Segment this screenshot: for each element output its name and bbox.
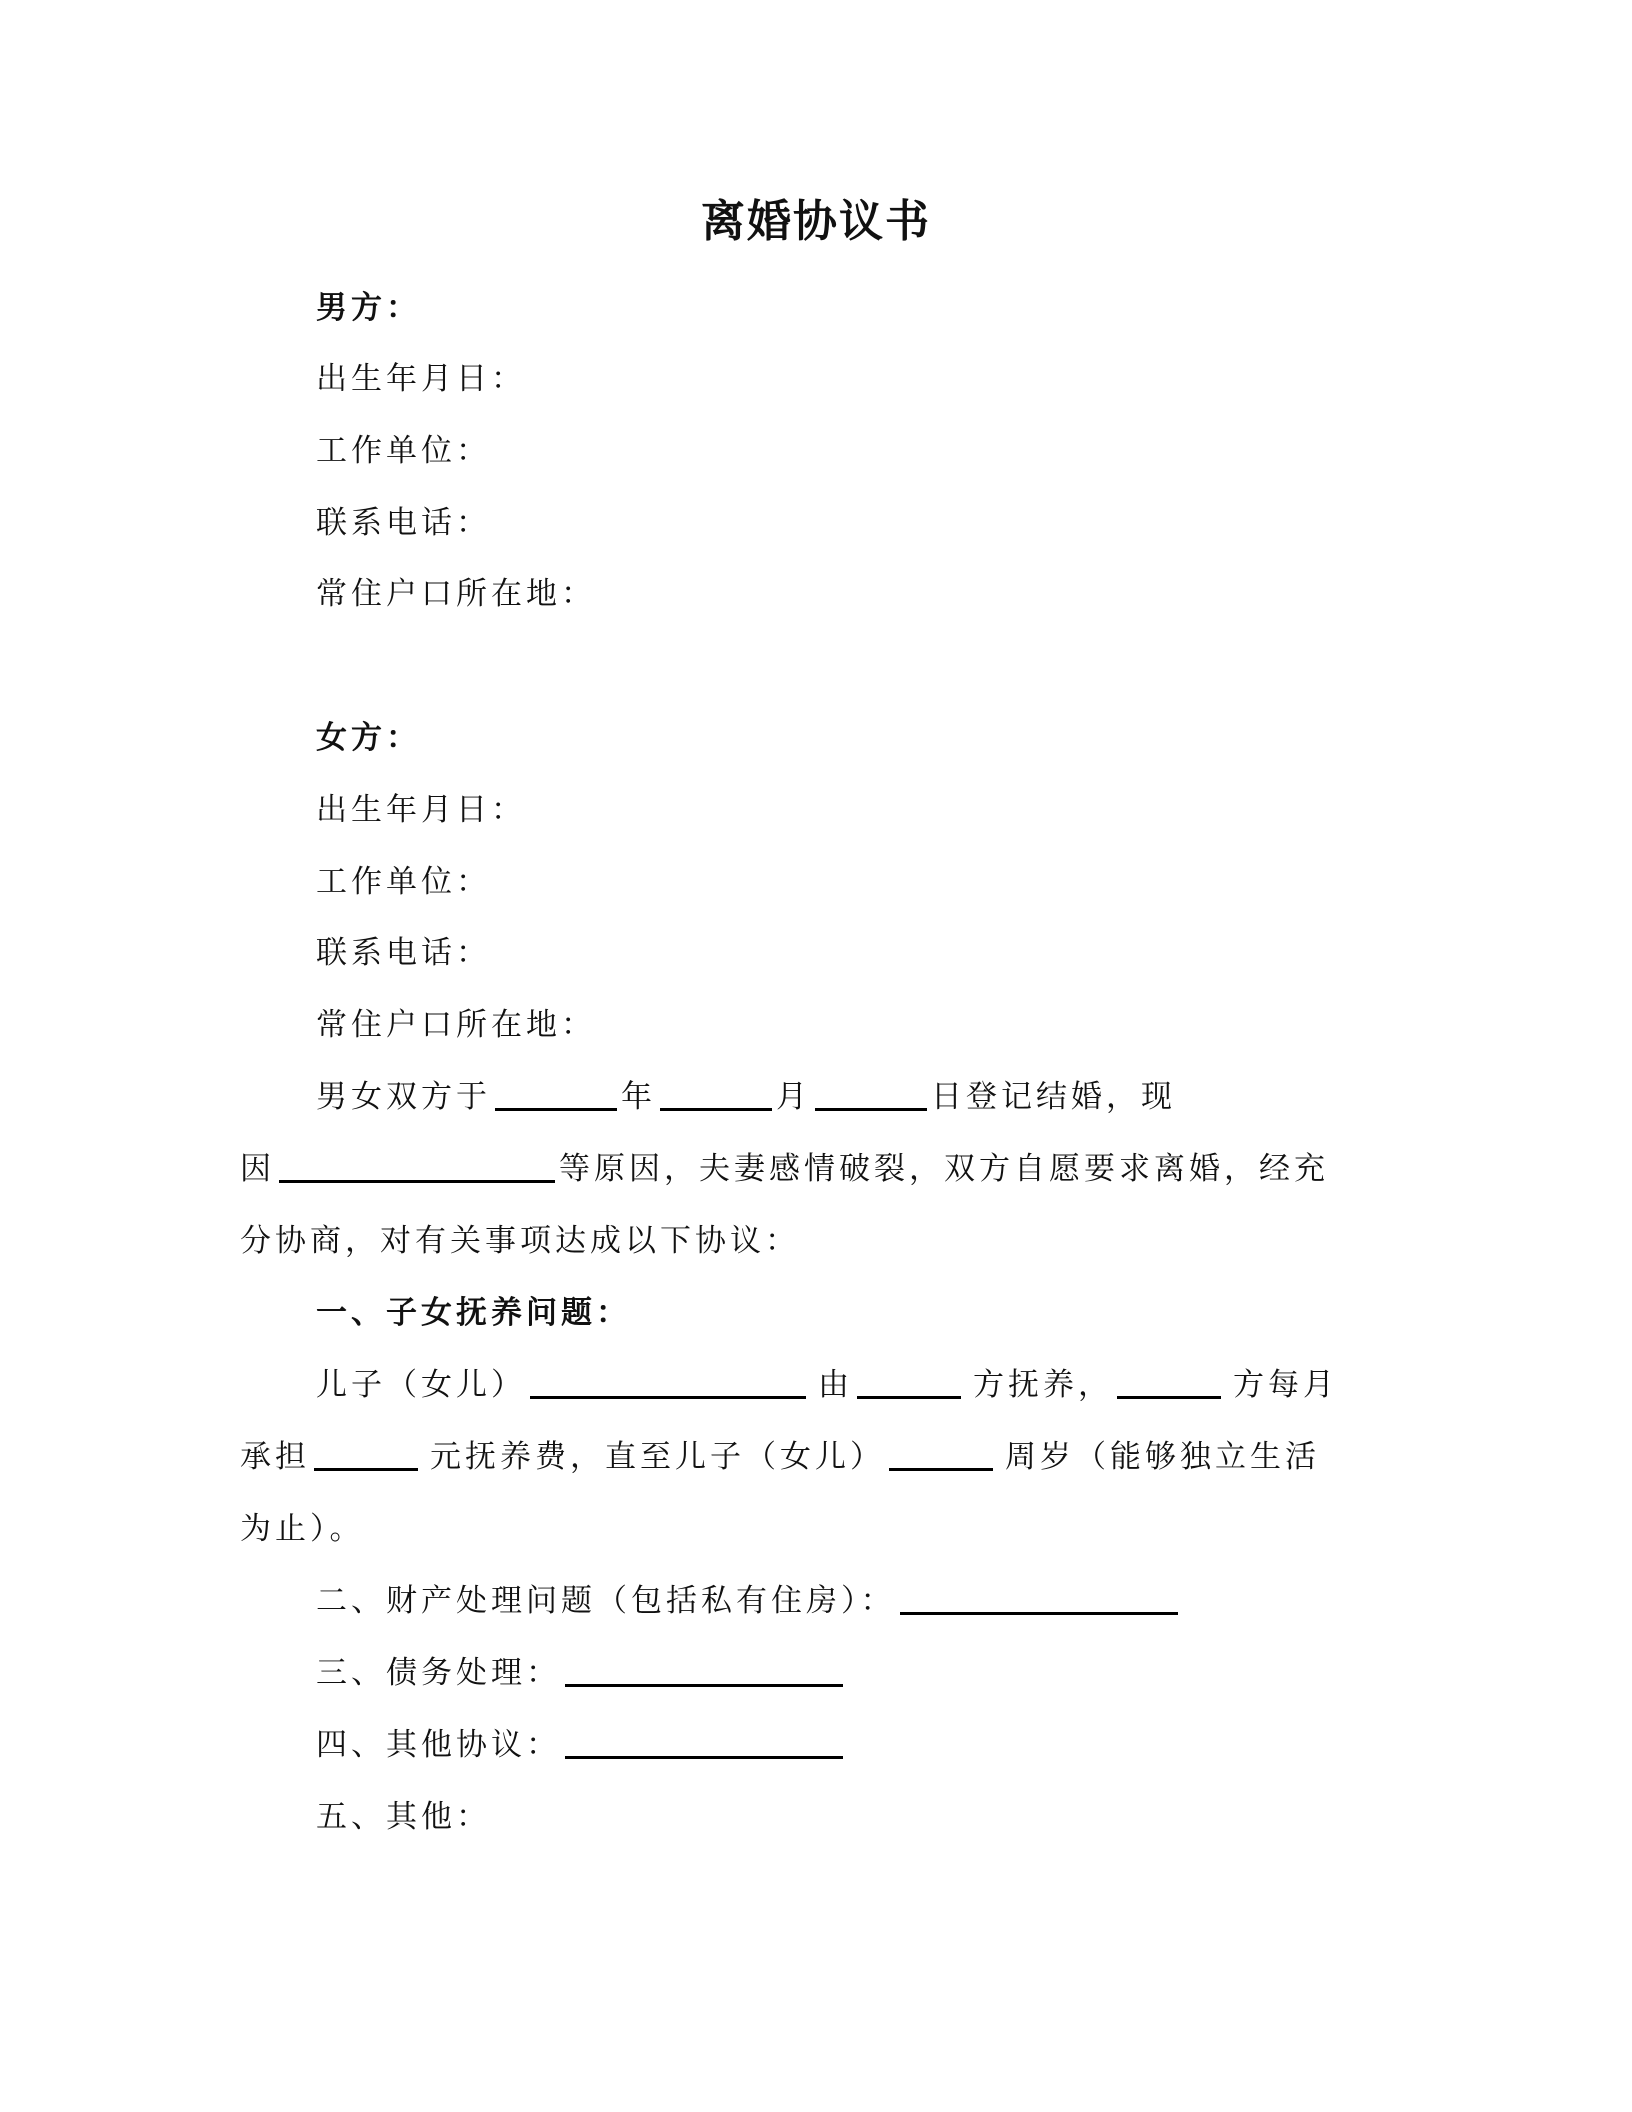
section3-line: [316, 1651, 847, 1695]
reason-tail: 等原因，夫妻感情破裂，双方自愿要求离婚，经充: [559, 1151, 1329, 1187]
child-name-blank[interactable]: [530, 1366, 806, 1399]
marriage-date-line: [316, 1075, 1176, 1119]
section1-heading: 一、子女抚养问题：: [316, 1295, 631, 1331]
section3-heading: 三、债务处理：: [316, 1655, 561, 1691]
year-label: 年: [621, 1079, 656, 1115]
reason-blank[interactable]: [279, 1150, 555, 1183]
man-work-label: 工作单位：: [316, 433, 491, 469]
section4-line: [316, 1723, 847, 1767]
bear-label: 承担: [240, 1439, 310, 1475]
agreement-intro-line: 分协商，对有关事项达成以下协议：: [240, 1223, 800, 1259]
payer-party-blank[interactable]: [1117, 1366, 1221, 1399]
support-fee-text: 元抚养费，直至儿子（女儿）: [430, 1439, 885, 1475]
document-title: 离婚协议书: [701, 196, 931, 247]
section2-line: [316, 1579, 1182, 1623]
man-heading: 男方：: [316, 290, 421, 326]
reason-line: [240, 1147, 1329, 1191]
marriage-date-prefix: 男女双方于: [316, 1079, 491, 1115]
man-phone-label: 联系电话：: [316, 505, 491, 541]
woman-phone-label: 联系电话：: [316, 935, 491, 971]
custody-line-3: 为止）。: [240, 1511, 365, 1547]
woman-residence-label: 常住户口所在地：: [316, 1007, 596, 1043]
because-label: 因: [240, 1151, 275, 1187]
woman-heading: 女方：: [316, 720, 421, 756]
age-blank[interactable]: [889, 1438, 993, 1471]
section4-heading: 四、其他协议：: [316, 1727, 561, 1763]
section2-heading: 二、财产处理问题（包括私有住房）：: [316, 1583, 896, 1619]
woman-birth-label: 出生年月日：: [316, 792, 526, 828]
month-label: 月: [776, 1079, 811, 1115]
debt-blank[interactable]: [565, 1654, 843, 1687]
custody-tail: 方抚养，: [973, 1367, 1113, 1403]
month-blank[interactable]: [660, 1078, 772, 1111]
woman-work-label: 工作单位：: [316, 864, 491, 900]
year-blank[interactable]: [495, 1078, 617, 1111]
man-birth-label: 出生年月日：: [316, 361, 526, 397]
custody-by-label: 由: [818, 1367, 853, 1403]
property-blank[interactable]: [900, 1582, 1178, 1615]
custody-party-blank[interactable]: [857, 1366, 961, 1399]
man-residence-label: 常住户口所在地：: [316, 576, 596, 612]
monthly-label: 方每月: [1233, 1367, 1338, 1403]
day-tail: 日登记结婚，现: [931, 1079, 1176, 1115]
section5-heading: 五、其他：: [316, 1799, 491, 1835]
age-tail: 周岁（能够独立生活: [1005, 1439, 1320, 1475]
other-agreement-blank[interactable]: [565, 1726, 843, 1759]
day-blank[interactable]: [815, 1078, 927, 1111]
custody-line-2: [240, 1435, 1320, 1479]
child-label: 儿子（女儿）: [316, 1367, 526, 1403]
support-amount-blank[interactable]: [314, 1438, 418, 1471]
custody-line-1: [316, 1363, 1338, 1407]
